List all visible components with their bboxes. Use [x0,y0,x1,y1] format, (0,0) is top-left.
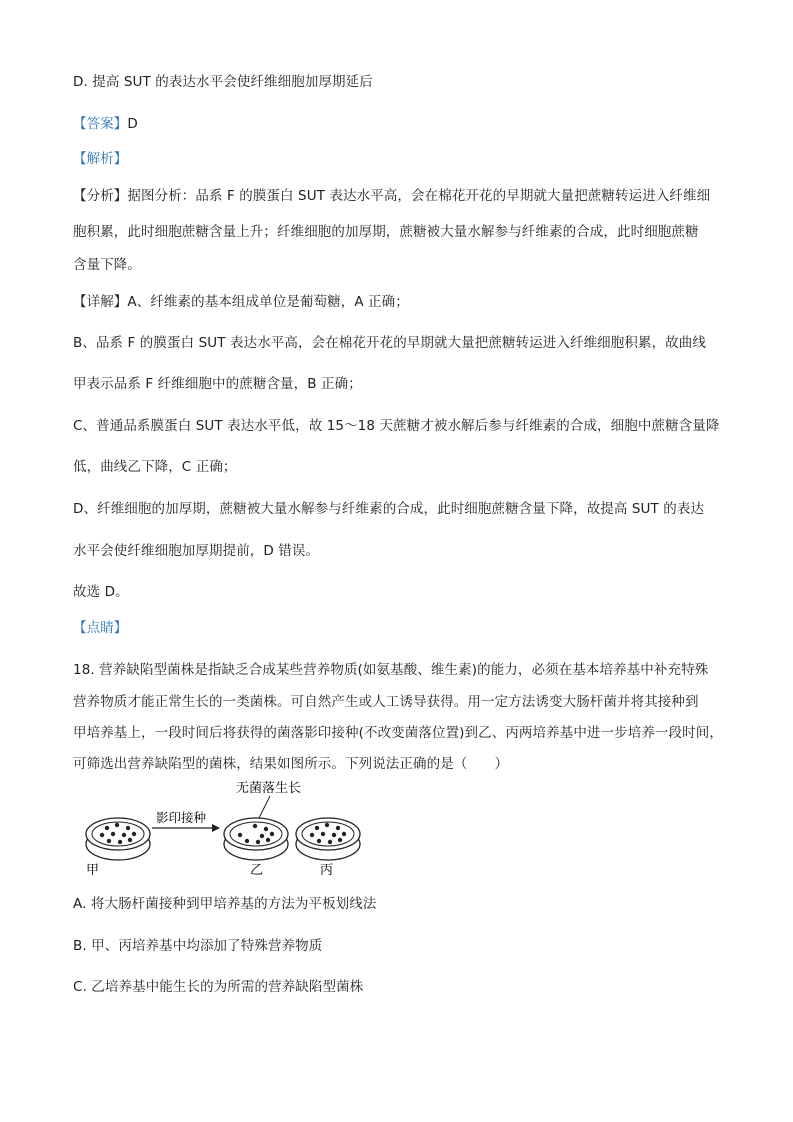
dish-jia [86,818,150,860]
answer-tag: 【答案】 [73,116,128,132]
detail-line-4: C、普通品系膜蛋白 SUT 表达水平低，故 15～18 天蔗糖才被水解后参与纤维素的合成，细胞中蔗糖含量降 [73,418,720,434]
no-colony-label: 无菌落生长 [236,781,302,796]
dish-bing [296,818,360,860]
dish-label-yi: 乙 [250,863,264,876]
comment-tag: 【点睛】 [73,620,128,636]
detail-line-2: B、品系 F 的膜蛋白 SUT 表达水平高，会在棉花开花的早期就大量把蔗糖转运进入纤维细胞积累，故曲线 [73,335,706,351]
q18-option-c: C. 乙培养基中能生长的为所需的营养缺陷型菌株 [73,979,364,995]
q18-option-b: B. 甲、丙培养基中均添加了特殊营养物质 [73,938,323,954]
q18-stem-line-2: 营养物质才能正常生长的一类菌株。可自然产生或人工诱导获得。用一定方法诱变大肠杆菌并将其接种到 [73,694,699,710]
dish-label-bing: 丙 [320,863,334,876]
option-d: D. 提高 SUT 的表达水平会使纤维细胞加厚期延后 [73,74,373,90]
dish-label-jia: 甲 [86,863,100,876]
analysis-line-3: 含量下降。 [73,257,141,273]
detail-line-6: D、纤维细胞的加厚期，蔗糖被大量水解参与纤维素的合成，此时细胞蔗糖含量下降，故提高 SUT 的表达 [73,501,705,517]
q18-stem-line-1: 18. 营养缺陷型菌株是指缺乏合成某些营养物质(如氨基酸、维生素)的能力，必须在基本培养基中补充特殊 [73,662,709,678]
petri-dish-figure [80,776,380,876]
dish-yi [224,818,288,860]
answer-value: D [127,116,138,132]
analysis-line-2: 胞积累，此时细胞蔗糖含量上升；纤维细胞的加厚期，蔗糖被大量水解参与纤维素的合成，此时细胞蔗糖 [73,224,699,240]
replica-plating-label: 影印接种 [156,810,207,825]
q18-option-a: A. 将大肠杆菌接种到甲培养基的方法为平板划线法 [73,896,377,912]
label-pointer-line [258,796,270,820]
detail-line-5: 低，曲线乙下降，C 正确； [73,459,237,475]
detail-line-1: 【详解】A、纤维素的基本组成单位是葡萄糖，A 正确； [73,294,409,310]
conclusion: 故选 D。 [73,584,129,600]
answer-row [73,115,138,133]
q18-stem-line-4: 可筛选出营养缺陷型的菌株，结果如图所示。下列说法正确的是（ ） [73,756,509,772]
analysis-tag: 【解析】 [73,151,128,167]
detail-line-7: 水平会使纤维细胞加厚期提前，D 错误。 [73,543,320,559]
arrow [152,824,220,832]
analysis-line-1: 【分析】据图分析：品系 F 的膜蛋白 SUT 表达水平高，会在棉花开花的早期就大量把蔗糖转运进入纤维细 [73,188,711,204]
q18-stem-line-3: 甲培养基上，一段时间后将获得的菌落影印接种(不改变菌落位置)到乙、丙两培养基中进一步培养一段时间， [73,725,723,741]
detail-line-3: 甲表示品系 F 纤维细胞中的蔗糖含量，B 正确； [73,376,362,392]
